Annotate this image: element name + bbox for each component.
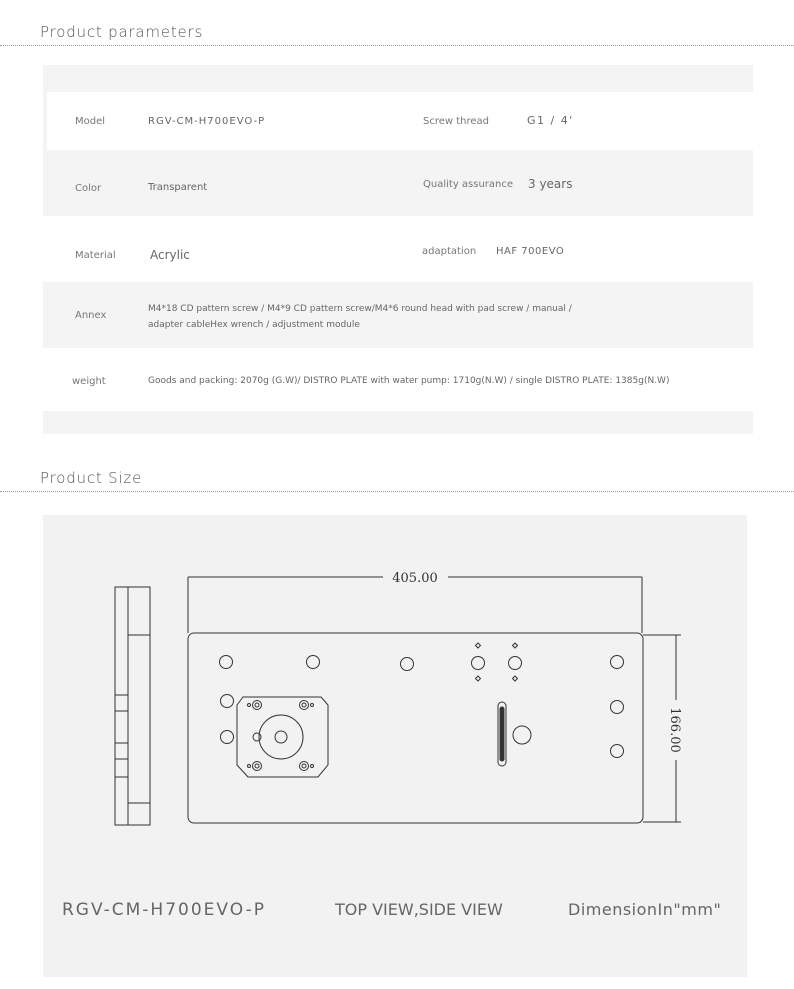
material-label: Material — [75, 250, 116, 261]
adaptation-label: adaptation — [422, 246, 477, 257]
annex-line-2: adapter cableHex wrench / adjustment module — [148, 320, 360, 330]
model-label: Model — [75, 116, 106, 127]
screw-thread-label: Screw thread — [423, 116, 490, 127]
table-row-color — [43, 150, 753, 216]
side-view — [115, 587, 150, 825]
quality-assurance-label: Quality assurance — [423, 179, 514, 190]
weight-value: Goods and packing: 2070g (G.W)/ DISTRO PLATE with water pump: 1710g(N.W) / single DISTRO PLATE: 1385g(N.W) — [148, 376, 670, 386]
table-row-annex — [43, 282, 753, 348]
screw-thread-value: G1 / 4' — [527, 114, 574, 127]
table-row-model — [47, 92, 753, 150]
mounting-holes — [220, 656, 624, 758]
quality-assurance-value: 3 years — [528, 177, 573, 191]
flow-channel — [498, 702, 531, 766]
section-title: Product Size — [40, 469, 143, 487]
adaptation-value: HAF 700EVO — [496, 246, 565, 257]
port-markers — [476, 643, 518, 681]
table-row-material — [43, 216, 753, 282]
width-dimension-label: 405.00 — [392, 571, 438, 586]
caption-view: TOP VIEW,SIDE VIEW — [335, 900, 503, 919]
material-value: Acrylic — [150, 248, 190, 262]
annex-label: Annex — [75, 310, 107, 321]
annex-line-1: M4*18 CD pattern screw / M4*9 CD pattern screw/M4*6 round head with pad screw / manual / — [148, 304, 572, 314]
table-row-weight — [43, 348, 753, 411]
caption-model: RGV-CM-H700EVO-P — [62, 900, 266, 920]
model-value: RGV-CM-H700EVO-P — [148, 116, 266, 127]
color-label: Color — [75, 183, 102, 194]
product-size-header — [0, 462, 794, 492]
height-dimension-label: 166.00 — [667, 707, 682, 753]
product-parameters-header — [0, 16, 794, 46]
top-view-outline — [188, 633, 643, 823]
parameters-table — [43, 65, 753, 434]
pump-mount-plate — [237, 697, 328, 777]
weight-label: weight — [72, 376, 106, 387]
dimension-drawing-panel — [43, 515, 747, 977]
caption-unit: DimensionIn"mm" — [568, 900, 722, 919]
section-title: Product parameters — [40, 23, 204, 41]
color-value: Transparent — [148, 182, 208, 193]
